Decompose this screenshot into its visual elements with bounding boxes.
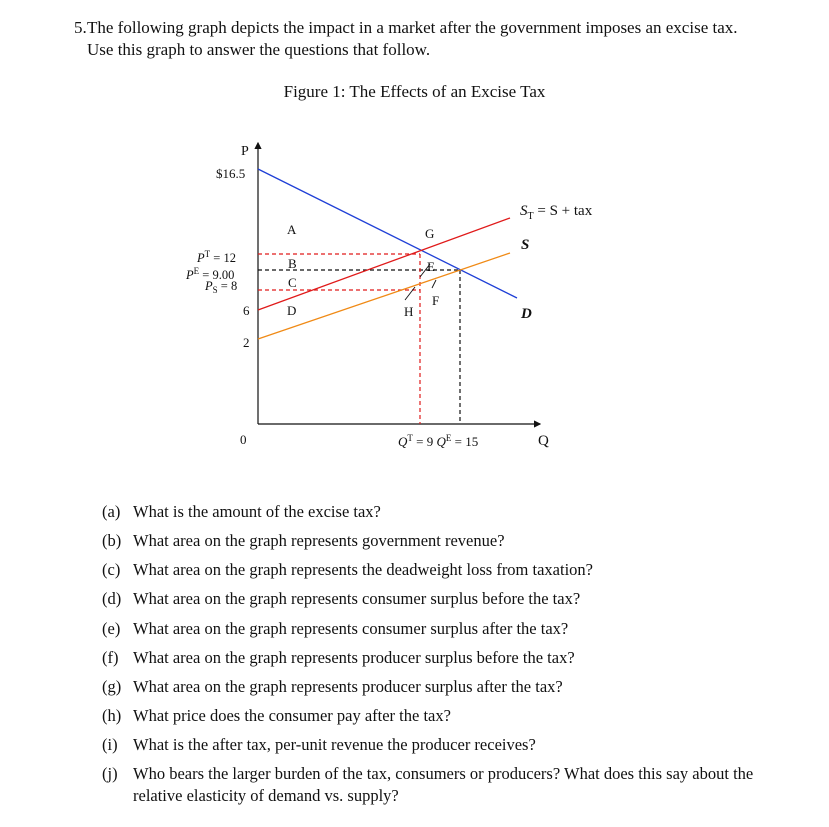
demand-label: D bbox=[521, 306, 532, 322]
area-label-e: E bbox=[427, 259, 435, 274]
y-axis-label: P bbox=[241, 144, 249, 159]
question-label: (c) bbox=[102, 560, 121, 579]
problem-number: 5. bbox=[74, 18, 87, 37]
question-text: What area on the graph represents producer surplus after the tax? bbox=[133, 677, 563, 696]
question-text: What price does the consumer pay after the tax? bbox=[133, 706, 451, 725]
question-label: (a) bbox=[102, 502, 121, 521]
price-label-pt: $P^T = 12$ bbox=[197, 249, 236, 265]
area-label-h: H bbox=[404, 304, 414, 319]
question-text: Who bears the larger burden of the tax, consumers or producers? What does this say about the relative elasticity of demand vs. supply? bbox=[133, 764, 754, 805]
x-axis-label: Q bbox=[538, 433, 549, 449]
supply-with-tax-label: $S_T = S$ + tax bbox=[520, 203, 593, 222]
figure-title: Figure 1: The Effects of an Excise Tax bbox=[283, 82, 546, 101]
f-leader-line bbox=[432, 280, 436, 288]
price-label-max: $16.5 bbox=[216, 166, 246, 181]
question-label: (j) bbox=[102, 764, 118, 783]
question-label: (d) bbox=[102, 589, 122, 608]
origin-label: 0 bbox=[240, 432, 247, 447]
area-label-f: F bbox=[432, 293, 440, 308]
question-text: What area on the graph represents consumer surplus after the tax? bbox=[133, 619, 569, 638]
question-text: What area on the graph represents consumer surplus before the tax? bbox=[133, 589, 581, 608]
question-label: (h) bbox=[102, 706, 122, 725]
question-text: What area on the graph represents government revenue? bbox=[133, 531, 505, 550]
question-label: (f) bbox=[102, 648, 119, 667]
area-label-c: C bbox=[288, 275, 297, 290]
price-label-2: 2 bbox=[243, 335, 250, 350]
question-label: (e) bbox=[102, 619, 121, 638]
demand-curve bbox=[258, 169, 517, 298]
question-text: What area on the graph represents the deadweight loss from taxation? bbox=[133, 560, 593, 579]
question-label: (b) bbox=[102, 531, 122, 550]
quantity-label-qt-qe: $Q^T = 9$ $Q^E = 15$ bbox=[398, 433, 479, 449]
question-text: What is the amount of the excise tax? bbox=[133, 502, 381, 521]
area-label-a: A bbox=[287, 222, 297, 237]
question-label: (i) bbox=[102, 735, 118, 754]
price-label-6: 6 bbox=[243, 303, 250, 318]
area-label-b: B bbox=[288, 256, 297, 271]
question-text: What area on the graph represents producer surplus before the tax? bbox=[133, 648, 575, 667]
area-label-g: G bbox=[425, 226, 435, 241]
area-label-d: D bbox=[287, 303, 297, 318]
question-label: (g) bbox=[102, 677, 122, 696]
problem-text: The following graph depicts the impact in a market after the government imposes an excise tax. Use this graph to answer the questions that follow. bbox=[87, 18, 738, 59]
supply-label: S bbox=[521, 237, 530, 253]
price-label-pe: $P^E = 9.00$ bbox=[186, 266, 235, 282]
question-text: What is the after tax, per-unit revenue the producer receives? bbox=[133, 735, 536, 754]
price-label-ps: $P_S = 8$ bbox=[205, 279, 238, 295]
